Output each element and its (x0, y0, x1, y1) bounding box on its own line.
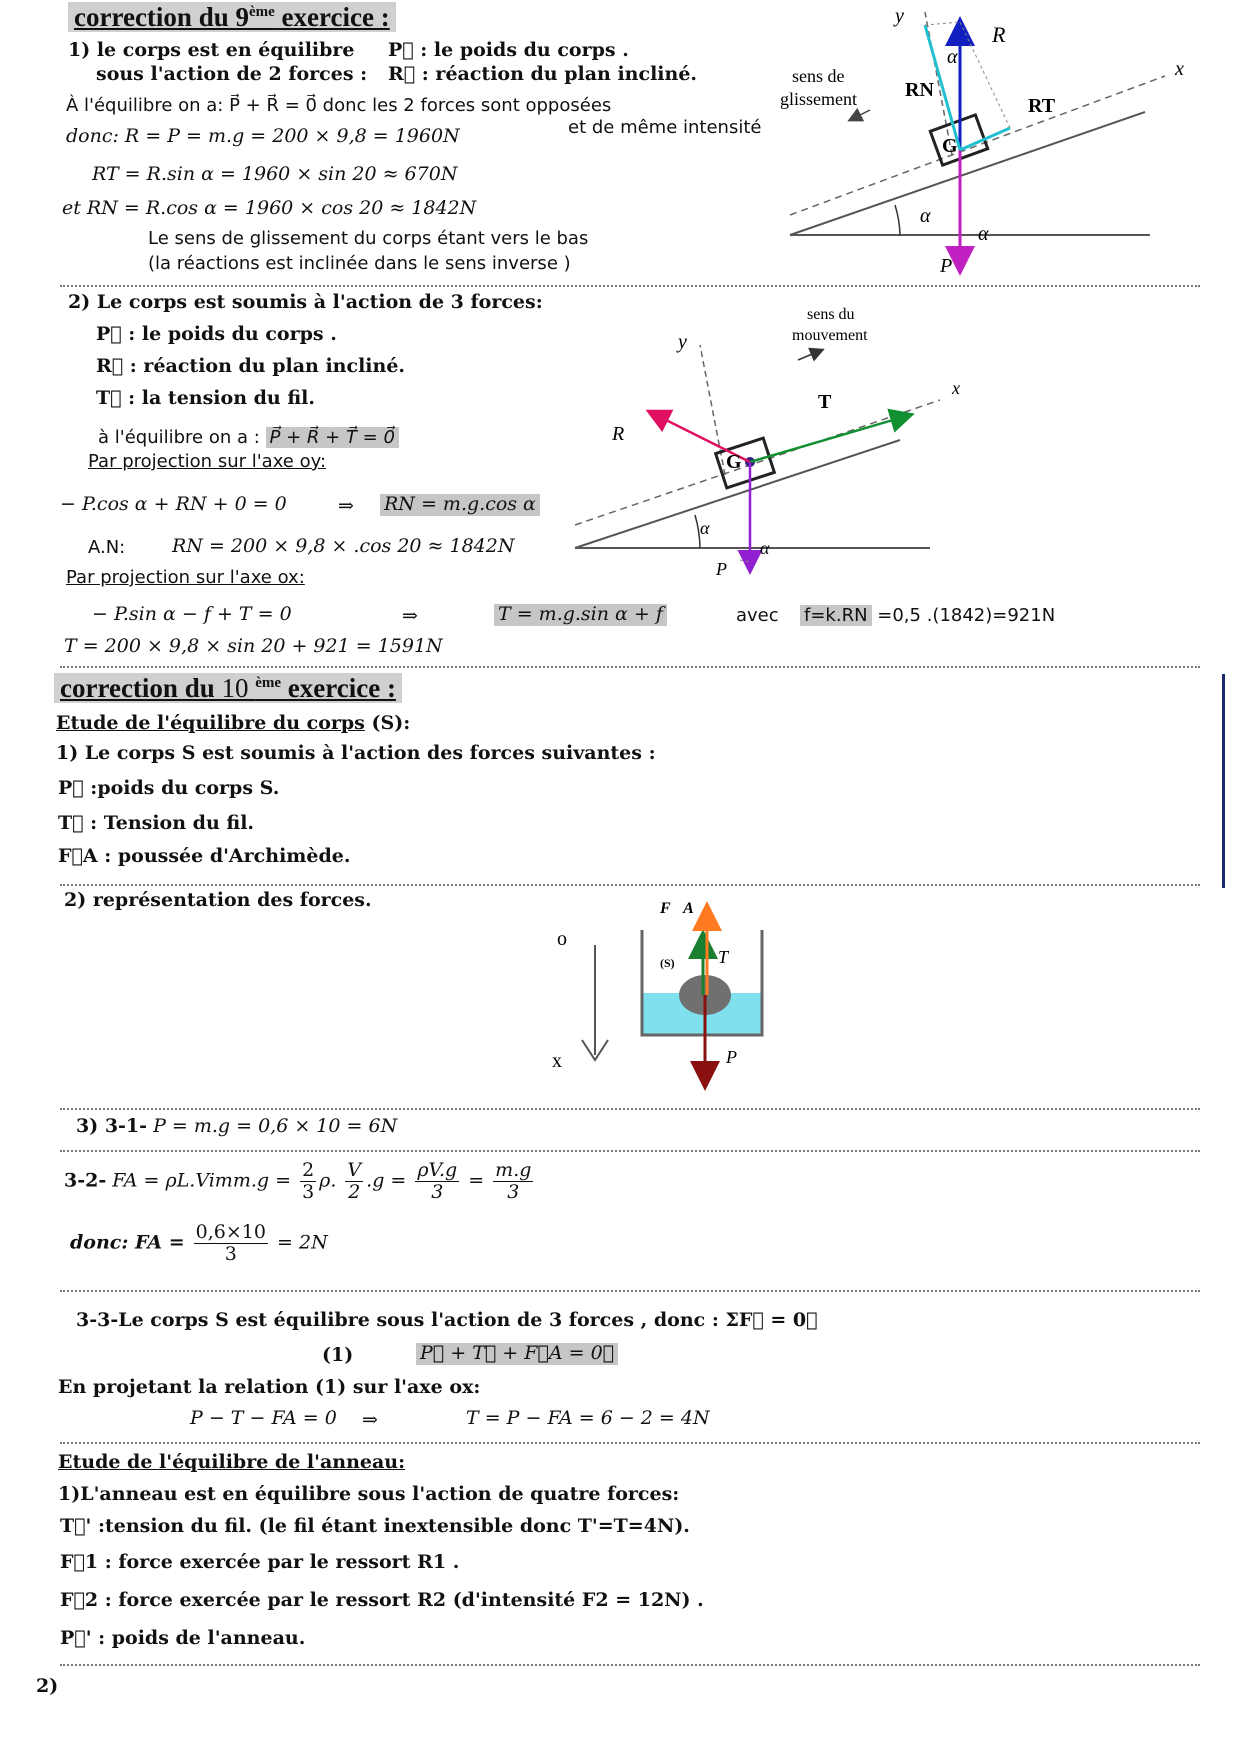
ex10-title-sup: ème (255, 675, 282, 691)
ex10-ring-title: Etude de l'équilibre de l'anneau: (58, 1451, 406, 1473)
divider (60, 285, 1200, 287)
ex9-same-intensity: et de même intensité (568, 117, 762, 138)
ex10-f-FA: F⃗A : poussée d'Archimède. (58, 845, 351, 867)
margin-bar (1222, 674, 1225, 888)
ex9-oy-arrow: ⇒ (338, 495, 354, 517)
frac-den: 2 (348, 1180, 361, 1203)
fig1-angle-arc (895, 205, 900, 235)
frac-num: m.g (495, 1159, 532, 1181)
ex10-proj-arrow: ⇒ (362, 1409, 378, 1431)
ex10-study-S (56, 713, 410, 735)
divider (60, 1442, 1200, 1444)
divider (60, 1108, 1200, 1110)
fig3-label-o: o (557, 928, 567, 950)
frac-den: 3 (431, 1180, 444, 1203)
fig2-label-sens-du: sens du (807, 306, 855, 323)
ex10-title (54, 673, 402, 704)
ex9-ox-res: T = m.g.sin α + f (494, 604, 667, 626)
fig1-label-RT: RT (1028, 95, 1056, 117)
fig2-label-G: G (726, 451, 742, 473)
ex10-q31-eq: P = m.g = 0,6 × 10 = 6N (153, 1115, 398, 1137)
fig3-label-FA: F⃗A (660, 900, 694, 917)
fig2-motion-arrow (798, 350, 822, 360)
fig1-label-y: y (895, 5, 904, 27)
ex9-RT-line: RT = R.sin α = 1960 × sin 20 ≈ 670N (92, 163, 458, 185)
ex10-study-S-text: Etude de l'équilibre du corps (56, 712, 365, 734)
ex10-proj-text: En projetant la relation (1) sur l'axe ox: (58, 1376, 481, 1398)
ex9-title-a: correction du 9 (74, 2, 249, 32)
ex9-p2-eq: P⃗ + R⃗ + T⃗ = 0⃗ (266, 427, 399, 448)
fig1-label-glissement: glissement (780, 89, 857, 109)
ex9-donc-R: donc: R = P = m.g = 200 × 9,8 = 1960N (66, 125, 460, 147)
ex10-f-P: P⃗ :poids du corps S. (58, 777, 280, 799)
ex10-title-b: exercice : (281, 673, 396, 703)
fig1-label-sens-de: sens de (792, 66, 845, 86)
ex10-q32-g: .g = (366, 1169, 407, 1192)
ex9-title (68, 2, 396, 33)
fig1-label-alpha3: α (978, 223, 989, 245)
ex10-q32-frac2 (345, 1160, 363, 1203)
ex9-force-R: R⃗ : réaction du plan incliné. (388, 63, 698, 85)
fig1-label-R: R⃗ (992, 22, 1023, 47)
ex9-force-P: P⃗ : le poids du corps . (388, 39, 629, 61)
ex9-oy-res: RN = m.g.cos α (380, 494, 540, 516)
ex9-p2-T: T⃗ : la tension du fil. (96, 387, 315, 409)
fig2-label-x: x (952, 378, 960, 398)
ex9-avec: avec (736, 605, 779, 626)
ex10-ring-F2: F⃗2 : force exercée par le ressort R2 (d'intensité F2 = 12N) . (60, 1589, 704, 1611)
ex10-donc-frac (194, 1222, 268, 1265)
ex9-ox-eq: − P.sin α − f + T = 0 (92, 603, 292, 625)
fig2-axis-x (575, 400, 940, 525)
ex10-q33: 3-3-Le corps S est équilibre sous l'action de 3 forces , donc : ΣF⃗ = 0⃗ (76, 1309, 818, 1331)
ex10-q32-frac3 (415, 1160, 459, 1203)
ex10-ring-q1: 1)L'anneau est en équilibre sous l'action de quatre forces: (58, 1483, 680, 1505)
ex10-q33-num: (1) (322, 1344, 354, 1366)
ex9-p2-title: 2) Le corps est soumis à l'action de 3 forces: (68, 291, 543, 313)
fig2-axis-y (700, 345, 725, 475)
fig2-inclined-plane (560, 300, 990, 580)
ex10-q32-eqs: = (468, 1169, 485, 1192)
ex10-q33-eq: P⃗ + T⃗ + F⃗A = 0⃗ (416, 1343, 618, 1365)
fig2-vector-T (750, 415, 910, 462)
frac-num: 0,6×10 (195, 1221, 266, 1243)
ex10-proj-res: T = P − FA = 6 − 2 = 4N (466, 1407, 710, 1429)
ex10-q31 (76, 1116, 397, 1138)
ex10-title-a: correction du (60, 673, 222, 703)
fig1-slope (790, 112, 1145, 235)
ex9-an-label: A.N: (88, 537, 126, 558)
fig2-label-R: R⃗ (612, 423, 640, 445)
divider (60, 1150, 1200, 1152)
fig1-label-alpha1: α (947, 46, 958, 68)
ex10-donc (70, 1222, 328, 1265)
ex10-q2-end: 2) (36, 1675, 59, 1697)
fig1-slide-arrow (850, 110, 870, 120)
ex9-p2-eq-line (98, 428, 399, 449)
fig3-beaker (500, 895, 800, 1100)
ex9-p2-R: R⃗ : réaction du plan incliné. (96, 355, 406, 377)
ex9-p2-eq-text: à l'équilibre on a : (98, 427, 260, 448)
frac-den: 3 (507, 1180, 520, 1203)
ex9-f-line (800, 606, 1055, 627)
ex10-donc-res: = 2N (277, 1231, 328, 1254)
ex10-q1: 1) Le corps S est soumis à l'action des forces suivantes : (56, 742, 656, 764)
divider (60, 1290, 1200, 1292)
fig1-label-alpha2: α (920, 205, 931, 227)
ex10-q32-frac4 (493, 1160, 533, 1203)
ex10-donc-FA: donc: FA = (70, 1231, 185, 1254)
ex9-title-b: exercice : (274, 2, 390, 32)
fig2-label-y: y (678, 331, 687, 353)
ex9-oy-eq: − P.cos α + RN + 0 = 0 (60, 493, 287, 515)
frac-den: 3 (224, 1242, 237, 1265)
ex10-study-S-tail: (S): (364, 712, 411, 734)
fig2-block (716, 438, 775, 488)
ex10-q32 (64, 1160, 536, 1203)
ex10-proj-eq: P − T − FA = 0 (190, 1407, 337, 1429)
ex10-q32-lhs: FA = ρL.Vimm.g = (112, 1169, 292, 1192)
ex9-title-sup: ème (248, 4, 275, 20)
fig1-inclined-plane (770, 0, 1210, 290)
divider (60, 884, 1200, 886)
ex10-title-num: 10 (221, 673, 249, 703)
fig1-proj-line1 (925, 22, 960, 25)
ex10-q32-frac1 (300, 1160, 316, 1203)
ex10-q32-mid: ρ. (319, 1169, 337, 1192)
ex9-p2-P: P⃗ : le poids du corps . (96, 323, 337, 345)
ex9-p1-line2: sous l'action de 2 forces : (96, 63, 368, 85)
ex10-ring-T: T⃗' :tension du fil. (le fil étant inextensible donc T'=T=4N). (60, 1515, 690, 1537)
ex9-proj-oy: Par projection sur l'axe oy: (88, 451, 327, 472)
ex9-ox-arrow: ⇒ (402, 605, 418, 627)
ex9-p1-line1: 1) le corps est en équilibre (68, 39, 355, 61)
frac-num: ρV.g (417, 1159, 458, 1181)
ex10-q2: 2) représentation des forces. (64, 889, 372, 911)
fig3-label-P: P⃗ (726, 1047, 751, 1067)
ex10-q32-label: 3-2- (64, 1169, 107, 1192)
ex9-RN-line: et RN = R.cos α = 1960 × cos 20 ≈ 1842N (62, 197, 477, 219)
frac-den: 3 (302, 1180, 315, 1203)
frac-num: 2 (302, 1159, 315, 1181)
fig3-label-S: (S) (660, 956, 675, 970)
fig1-label-x: x (1175, 58, 1184, 80)
ex10-ring-P: P⃗' : poids de l'anneau. (60, 1627, 306, 1649)
ex10-ring-F1: F⃗1 : force exercée par le ressort R1 . (60, 1551, 460, 1573)
fig3-label-x: x (552, 1050, 562, 1072)
ex9-an-eq: RN = 200 × 9,8 × .cos 20 ≈ 1842N (172, 535, 515, 557)
ex9-proj-ox: Par projection sur l'axe ox: (66, 567, 305, 588)
fig1-label-RN: RN (905, 79, 934, 101)
fig1-label-G: G (942, 135, 958, 157)
ex9-T-final: T = 200 × 9,8 × sin 20 + 921 = 1591N (64, 635, 443, 657)
ex9-eq-line: À l'équilibre on a: P⃗ + R⃗ = 0⃗ donc les 2 forces sont opposées (66, 95, 612, 116)
fig1-vector-RT (960, 128, 1010, 150)
ex9-f-def: f=k.RN (800, 605, 872, 626)
ex9-f-val: =0,5 .(1842)=921N (871, 605, 1056, 626)
fig3-label-T: T⃗ (718, 947, 743, 967)
divider (60, 1664, 1200, 1666)
fig2-label-alpha1: α (700, 518, 710, 538)
fig2-label-mouvement: mouvement (792, 327, 868, 344)
fig2-label-P: P⃗ (716, 559, 741, 579)
ex9-sens-line2: (la réactions est inclinée dans le sens inverse ) (148, 253, 571, 274)
divider (60, 666, 1200, 668)
frac-num: V (347, 1159, 362, 1181)
fig2-dash (740, 560, 750, 562)
ex10-f-T: T⃗ : Tension du fil. (58, 812, 255, 834)
ex9-sens-line1: Le sens de glissement du corps étant vers le bas (148, 228, 589, 249)
fig1-label-P: P⃗ (940, 255, 968, 277)
fig2-label-alpha2: α (760, 538, 770, 558)
ex10-q31-label: 3) 3-1- (76, 1115, 148, 1137)
fig2-label-T: T⃗ (818, 391, 847, 413)
